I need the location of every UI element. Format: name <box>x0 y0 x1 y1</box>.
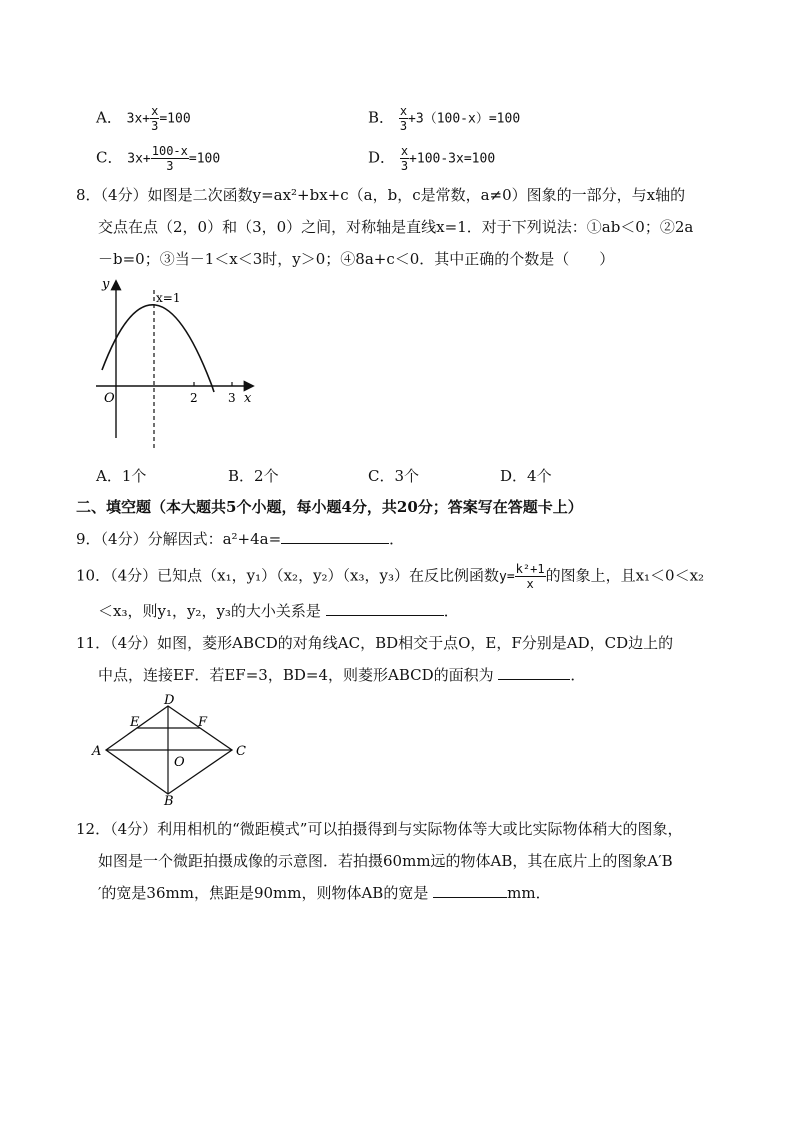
point-o-label: O <box>174 755 185 770</box>
q10-line-1 <box>76 562 704 591</box>
q12-line-1: 12．（4分）利用相机的“微距模式”可以拍摄得到与实际物体等大或比实际物体稍大的图象， <box>76 820 683 838</box>
q7-option-d <box>368 144 495 173</box>
question-text: 10．（4分）已知点（x₁，y₁）（x₂，y₂）（x₃，y₃）在反比例函数 <box>76 566 500 585</box>
option-label: D． <box>368 148 396 167</box>
option-label: A． <box>96 108 122 127</box>
fraction <box>150 104 159 133</box>
question-text: 的图象上，且x₁＜0＜x₂ <box>545 566 705 585</box>
fraction <box>151 144 189 173</box>
question-text: ′的宽是36mm，焦距是90mm，则物体AB的宽是 <box>98 884 429 902</box>
option-label: B． <box>368 108 395 127</box>
fraction-num: 100-x <box>151 144 188 158</box>
fraction-den: 3 <box>400 159 409 173</box>
y-axis-label: y <box>102 277 110 292</box>
q7-option-b <box>368 104 520 133</box>
option-label: C． <box>96 148 123 167</box>
fraction-den: x <box>526 577 534 591</box>
q8-parabola-graph <box>90 274 270 454</box>
q8-option-a: A．1个 <box>96 467 147 485</box>
fraction <box>515 562 546 591</box>
q8-option-b: B．2个 <box>228 467 279 485</box>
answer-blank[interactable] <box>281 529 389 544</box>
q8-option-d: D．4个 <box>500 467 552 485</box>
point-f-label: F <box>198 715 208 730</box>
tick-label-3: 3 <box>228 391 236 405</box>
q8-line-2: 交点在点（2，0）和（3，0）之间，对称轴是直线x=1．对于下列说法：①ab＜0；②2a <box>98 218 694 236</box>
question-number: 8． <box>76 186 101 204</box>
q7-option-a <box>96 104 191 133</box>
q12-line-2: 如图是一个微距拍摄成像的示意图．若拍摄60mm远的物体AB，其在底片上的图象A′B <box>98 852 673 870</box>
point-d-label: D <box>164 694 175 708</box>
option-text: =100 <box>188 151 221 167</box>
answer-blank[interactable] <box>498 665 570 680</box>
q12-line-3 <box>98 882 551 903</box>
q8-line-1 <box>76 184 685 205</box>
q7-option-c <box>96 144 220 173</box>
answer-blank[interactable] <box>326 601 444 616</box>
fraction-den: 3 <box>399 119 408 133</box>
fraction-num: x <box>151 104 159 118</box>
point-a-label: A <box>92 744 102 759</box>
point-b-label: B <box>164 794 174 806</box>
fraction-num: x <box>400 144 409 158</box>
fraction-den: 3 <box>166 159 174 173</box>
question-text: mm． <box>507 884 551 902</box>
question-end: ． <box>570 666 586 684</box>
fraction-num: x <box>399 104 408 118</box>
option-text: +100-3x=100 <box>409 151 496 167</box>
question-number: 9． <box>76 530 101 548</box>
q11-rhombus-figure <box>90 694 250 806</box>
option-text: =100 <box>159 111 191 127</box>
point-e-label: E <box>130 715 140 730</box>
q11-line-1: 11．（4分）如图，菱形ABCD的对角线AC，BD相交于点O，E，F分别是AD，CD边上的 <box>76 634 674 652</box>
option-text: +3（100-x）=100 <box>408 111 521 127</box>
q8-line-3: －b=0；③当－1＜x＜3时，y＞0；④8a+c＜0．其中正确的个数是（ ） <box>98 250 615 268</box>
question-text: 如图是二次函数y=ax²+bx+c（a，b，c是常数，a≠0）图象的一部分，与x轴的 <box>147 186 686 204</box>
section-title: 二、填空题（本大题共5个小题，每小题4分，共20分；答案写在答题卡上） <box>76 498 583 516</box>
question-score: （4分） <box>100 186 148 204</box>
question-text: （4分）分解因式：a²+4a= <box>100 530 282 548</box>
option-text: 3x+ <box>127 151 151 167</box>
question-text: 中点，连接EF．若EF=3，BD=4，则菱形ABCD的面积为 <box>98 666 494 684</box>
q9 <box>76 528 404 549</box>
answer-blank[interactable] <box>433 883 507 898</box>
q11-line-2 <box>98 664 585 685</box>
q8-option-c: C．3个 <box>368 467 420 485</box>
tick-label-2: 2 <box>190 391 198 405</box>
q10-line-2 <box>98 600 459 621</box>
function-y: y= <box>499 569 515 585</box>
question-text: ＜x₃，则y₁，y₂，y₃的大小关系是 <box>98 602 321 620</box>
fraction-den: 3 <box>151 119 159 133</box>
fraction <box>399 104 408 133</box>
x-axis-label: x <box>244 391 252 406</box>
parabola-curve <box>102 305 212 386</box>
point-c-label: C <box>236 744 246 759</box>
question-end: ． <box>443 602 459 620</box>
origin-label: O <box>104 391 115 406</box>
option-text: 3x+ <box>126 111 151 127</box>
fraction-num: k²+1 <box>515 562 545 576</box>
fraction <box>400 144 409 173</box>
question-end: ． <box>389 530 405 548</box>
symmetry-label: x=1 <box>156 291 181 305</box>
parabola-tail <box>212 386 214 392</box>
